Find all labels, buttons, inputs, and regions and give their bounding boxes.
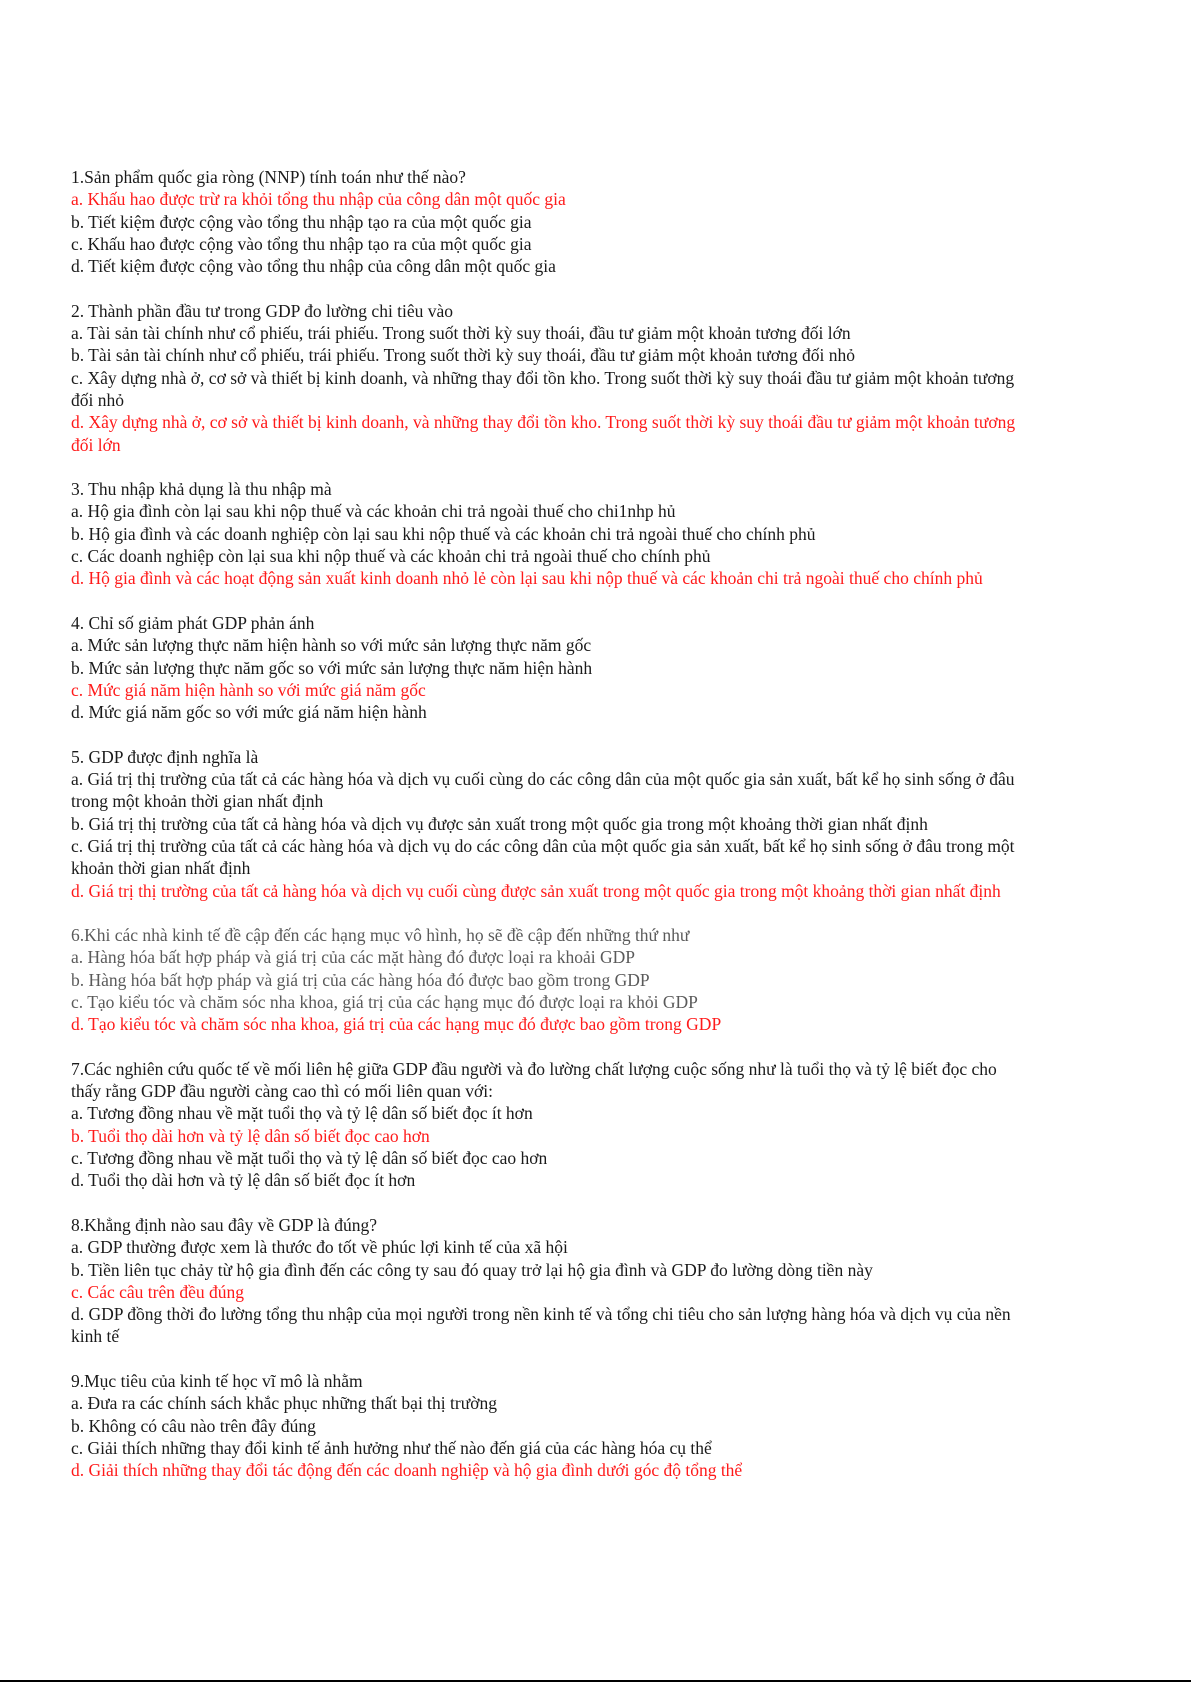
question-text: 8.Khẳng định nào sau đây về GDP là đúng? <box>71 1214 378 1235</box>
answer-option: a. Tài sản tài chính như cổ phiếu, trái phiếu. Trong suốt thời kỳ suy thoái, đầu tư giảm một khoản tương đối lớn <box>71 323 851 344</box>
question-block <box>71 1058 1031 1192</box>
question-text: 1.Sản phẩm quốc gia ròng (NNP) tính toán như thế nào? <box>71 167 466 187</box>
answer-option: a. Tương đồng nhau về mặt tuổi thọ và tỷ lệ dân số biết đọc ít hơn <box>71 1103 533 1124</box>
answer-option-correct: d. Tạo kiểu tóc và chăm sóc nha khoa, giá trị của các hạng mục đó được bao gồm trong GDP <box>71 1014 722 1035</box>
answer-option: d. Mức giá năm gốc so với mức giá năm hiện hành <box>71 702 427 723</box>
answer-option: b. Tiết kiệm được cộng vào tổng thu nhập tạo ra của một quốc gia <box>71 211 532 232</box>
answer-option: c. Khấu hao được cộng vào tổng thu nhập tạo ra của một quốc gia <box>71 233 532 254</box>
answer-option-correct: d. Giải thích những thay đổi tác động đến các doanh nghiệp và hộ gia đình dưới góc độ tổng thể <box>71 1460 743 1481</box>
answer-option: a. Giá trị thị trường của tất cả các hàng hóa và dịch vụ cuối cùng do các công dân của một quốc gia sản xuất, bất kể họ sinh sống ở đâu trong một khoản thời gian nhất định <box>71 769 1015 812</box>
answer-option-correct: d. Hộ gia đình và các hoạt động sản xuất kinh doanh nhỏ lẻ còn lại sau khi nộp thuế và các khoản chi trả ngoài thuế cho chính phủ <box>71 568 983 589</box>
answer-option: a. Đưa ra các chính sách khắc phục những thất bại thị trường <box>71 1393 497 1414</box>
answer-option: c. Giải thích những thay đổi kinh tế ảnh hưởng như thế nào đến giá của các hàng hóa cụ thể <box>71 1437 712 1458</box>
question-block <box>71 612 1031 723</box>
answer-option: c. Tạo kiểu tóc và chăm sóc nha khoa, giá trị của các hạng mục đó được loại ra khỏi GDP <box>71 991 698 1012</box>
answer-option: d. GDP đồng thời đo lường tổng thu nhập của mọi người trong nền kinh tế và tổng chi tiêu cho sản lượng hàng hóa và dịch vụ của nền kinh tế <box>71 1304 1011 1347</box>
answer-option-correct: c. Mức giá năm hiện hành so với mức giá năm gốc <box>71 679 426 700</box>
question-block <box>71 924 1031 1035</box>
answer-option: b. Mức sản lượng thực năm gốc so với mức sản lượng thực năm hiện hành <box>71 657 593 678</box>
page-bottom-rule <box>0 1680 1191 1682</box>
answer-option: a. Hàng hóa bất hợp pháp và giá trị của các mặt hàng đó được loại ra khoải GDP <box>71 947 635 968</box>
document-body <box>71 166 1031 1504</box>
answer-option-correct: b. Tuổi thọ dài hơn và tỷ lệ dân số biết đọc cao hơn <box>71 1125 430 1146</box>
answer-option-correct: a. Khấu hao được trừ ra khỏi tổng thu nhập của công dân một quốc gia <box>71 189 566 210</box>
question-text: 7.Các nghiên cứu quốc tế về mối liên hệ giữa GDP đầu người và đo lường chất lượng cuộc sống như là tuổi thọ và tỷ lệ biết đọc cho thấy rằng GDP đầu người càng cao thì có mối liên quan với: <box>71 1058 997 1102</box>
answer-option: a. Hộ gia đình còn lại sau khi nộp thuế và các khoản chi trả ngoài thuế cho chi1nhp hủ <box>71 501 676 522</box>
answer-option: b. Không có câu nào trên đây đúng <box>71 1415 316 1436</box>
answer-option: c. Tương đồng nhau về mặt tuổi thọ và tỷ lệ dân số biết đọc cao hơn <box>71 1148 548 1169</box>
answer-option: b. Tiền liên tục chảy từ hộ gia đình đến các công ty sau đó quay trở lại hộ gia đình và GDP đo lường dòng tiền này <box>71 1259 873 1280</box>
answer-option: b. Hàng hóa bất hợp pháp và giá trị của các hàng hóa đó được bao gồm trong GDP <box>71 969 650 990</box>
question-text: 9.Mục tiêu của kinh tế học vĩ mô là nhằm <box>71 1371 363 1392</box>
answer-option: c. Các doanh nghiệp còn lại sua khi nộp thuế và các khoản chi trả ngoài thuế cho chính phủ <box>71 546 711 567</box>
question-block <box>71 1214 1031 1348</box>
answer-option: a. GDP thường được xem là thước đo tốt về phúc lợi kinh tế của xã hội <box>71 1237 568 1258</box>
question-block <box>71 1370 1031 1481</box>
question-text: 6.Khi các nhà kinh tế đề cập đến các hạng mục vô hình, họ sẽ đề cập đến những thứ như <box>71 925 690 946</box>
question-text: 5. GDP được định nghĩa là <box>71 746 259 767</box>
answer-option-correct: c. Các câu trên đều đúng <box>71 1281 244 1302</box>
question-text: 4. Chỉ số giảm phát GDP phản ánh <box>71 612 315 633</box>
question-text: 3. Thu nhập khả dụng là thu nhập mà <box>71 479 332 500</box>
answer-option-correct: d. Xây dựng nhà ở, cơ sở và thiết bị kinh doanh, và những thay đổi tồn kho. Trong suốt thời kỳ suy thoái đầu tư giảm một khoản tương đối lớn <box>71 412 1016 455</box>
question-block <box>71 166 1031 277</box>
answer-option: b. Giá trị thị trường của tất cả hàng hóa và dịch vụ được sản xuất trong một quốc gia trong một khoảng thời gian nhất định <box>71 813 928 834</box>
answer-option: a. Mức sản lượng thực năm hiện hành so với mức sản lượng thực năm gốc <box>71 635 592 656</box>
answer-option: c. Giá trị thị trường của tất cả các hàng hóa và dịch vụ do các công dân của một quốc gia sản xuất, bất kể họ sinh sống ở đâu trong một khoản thời gian nhất định <box>71 835 1015 879</box>
answer-option: c. Xây dựng nhà ở, cơ sở và thiết bị kinh doanh, và những thay đổi tồn kho. Trong suốt thời kỳ suy thoái đầu tư giảm một khoản tương đối nhỏ <box>71 367 1015 410</box>
answer-option: b. Hộ gia đình và các doanh nghiệp còn lại sau khi nộp thuế và các khoản chi trả ngoài thuế cho chính phủ <box>71 523 816 544</box>
question-block <box>71 478 1031 589</box>
answer-option: b. Tài sản tài chính như cổ phiếu, trái phiếu. Trong suốt thời kỳ suy thoái, đầu tư giảm một khoản tương đối nhỏ <box>71 345 856 366</box>
question-block <box>71 746 1031 902</box>
question-block <box>71 300 1031 456</box>
answer-option: d. Tuổi thọ dài hơn và tỷ lệ dân số biết đọc ít hơn <box>71 1170 416 1191</box>
question-text: 2. Thành phần đầu tư trong GDP đo lường chi tiêu vào <box>71 300 454 321</box>
answer-option: d. Tiết kiệm được cộng vào tổng thu nhập của công dân một quốc gia <box>71 256 556 277</box>
answer-option-correct: d. Giá trị thị trường của tất cả hàng hóa và dịch vụ cuối cùng được sản xuất trong một quốc gia trong một khoảng thời gian nhất định <box>71 880 1001 901</box>
